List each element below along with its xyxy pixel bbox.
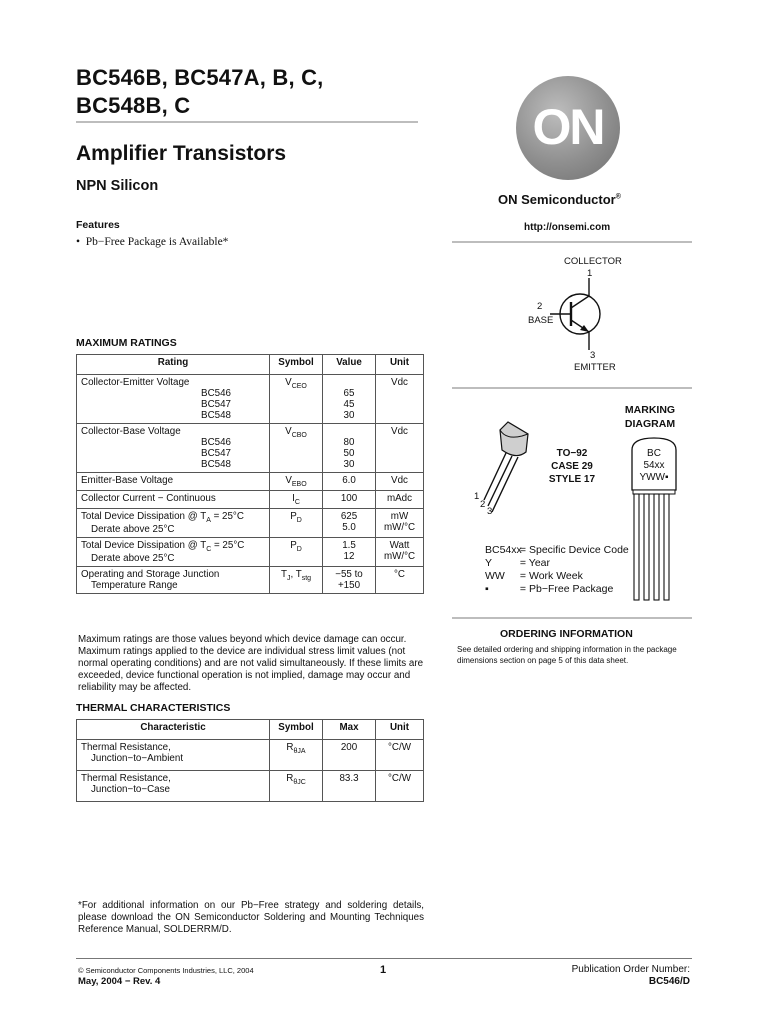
label-sub: A [206, 516, 211, 524]
legend-item [485, 583, 629, 596]
header-characteristic: Characteristic [77, 720, 270, 740]
page-number: 1 [380, 964, 387, 976]
legend-item [485, 557, 629, 570]
symbol: R [286, 742, 294, 753]
rating-cell [77, 566, 270, 593]
brand-name [498, 192, 621, 207]
value-cell: 6.0 [323, 473, 376, 491]
on-logo [516, 76, 620, 180]
symbol-cell [270, 771, 323, 802]
value: 30 [343, 459, 355, 470]
rating-label: Collector-Base Voltage [81, 426, 181, 437]
part-bc546: BC546 [201, 388, 231, 399]
marking-line-1: MARKING [624, 404, 676, 416]
npn-symbol-icon [540, 276, 620, 352]
characteristic-label: Thermal Resistance, [81, 773, 171, 784]
pin-1-label: 1 [474, 491, 480, 502]
feature-item: • Pb−Free Package is Available* [76, 236, 229, 248]
table-row [77, 740, 424, 771]
brand-name-text: ON Semiconductor [498, 192, 616, 207]
symbol-sub: D [296, 545, 302, 553]
value-cell [323, 508, 376, 537]
feature-text: Pb−Free Package is Available* [85, 236, 229, 248]
header-unit: Unit [376, 355, 424, 375]
label-text: Total Device Dissipation @ T [81, 539, 207, 551]
emitter-pin: 3 [590, 350, 596, 361]
rating-label: Emitter-Base Voltage [77, 473, 270, 491]
table-row [77, 771, 424, 802]
symbol: I [292, 492, 295, 504]
revision-date: May, 2004 − Rev. 4 [78, 976, 161, 987]
part-bc548: BC548 [201, 410, 231, 421]
table-header-row [77, 720, 424, 740]
header-symbol: Symbol [270, 720, 323, 740]
max-ratings-table [76, 354, 424, 594]
characteristic-cell [77, 740, 270, 771]
table-row-ic [77, 490, 424, 508]
header-rating: Rating [77, 355, 270, 375]
symbol-sub: CBO [291, 431, 307, 439]
symbol-sub: θJC [293, 778, 306, 786]
label-sub: C [206, 545, 212, 553]
value-cell: 100 [323, 490, 376, 508]
symbol: P [290, 539, 297, 551]
part-bc548: BC548 [201, 459, 231, 470]
value: 80 [343, 437, 355, 448]
value: 65 [343, 388, 355, 399]
symbol: P [290, 510, 297, 522]
unit-cell: Vdc [376, 473, 424, 491]
unit: mW [390, 510, 409, 522]
unit: mW/°C [383, 550, 416, 562]
pin-2-label: 2 [480, 499, 486, 510]
symbol-cell [270, 490, 323, 508]
label-text: = 25°C [211, 539, 245, 551]
symbol-sub: EBO [291, 480, 307, 488]
value: 50 [343, 448, 355, 459]
value: +150 [337, 579, 361, 591]
unit: Watt [389, 539, 410, 551]
marking-line-2: DIAGRAM [624, 418, 676, 430]
unit-cell: mAdc [376, 490, 424, 508]
rating-label: Collector-Emitter Voltage [81, 377, 190, 388]
title-rule [76, 121, 418, 123]
header-unit: Unit [376, 720, 424, 740]
rating-sublabel: Derate above 25°C [91, 523, 175, 535]
characteristic-sublabel: Junction−to−Case [91, 784, 170, 795]
symbol-sub: θJA [293, 747, 306, 755]
value-cell [323, 424, 376, 473]
part-bc547: BC547 [201, 448, 231, 459]
rating-cell [77, 424, 270, 473]
thermal-table [76, 719, 424, 802]
unit-cell [376, 537, 424, 566]
ordering-text [457, 644, 693, 666]
footer-rule [76, 958, 692, 959]
legend-desc: = Pb−Free Package [519, 583, 614, 595]
footnote: *For additional information on our Pb−Free strategy and soldering details, please download the ON Semiconductor Soldering and Mounting Techniques Reference Manual, SOLDERRM/D. [78, 900, 424, 935]
right-rule-2 [452, 387, 692, 389]
rating-label: Collector Current − Continuous [77, 490, 270, 508]
max-ratings-heading: MAXIMUM RATINGS [76, 337, 177, 349]
package-info [540, 447, 604, 486]
value: −55 to [335, 568, 363, 580]
collector-label: COLLECTOR [564, 256, 622, 267]
symbol-sub: C [294, 498, 300, 506]
package-marking-text [628, 448, 680, 484]
thermal-heading: THERMAL CHARACTERISTICS [76, 702, 231, 714]
table-row-temp [77, 566, 424, 593]
registered-mark: ® [615, 193, 621, 201]
marking-diagram-heading [614, 403, 686, 431]
value: 30 [343, 410, 355, 421]
package-to92: TO−92 [556, 448, 588, 459]
header-symbol: Symbol [270, 355, 323, 375]
unit-cell: °C/W [376, 771, 424, 802]
label-text: Total Device Dissipation @ T [81, 510, 207, 522]
legend-desc: = Specific Device Code [519, 544, 629, 556]
characteristic-label: Thermal Resistance, [81, 742, 171, 753]
publication-number: BC546/D [648, 976, 690, 987]
base-label: BASE [528, 315, 554, 326]
symbol-cell [270, 537, 323, 566]
unit-cell: °C [376, 566, 424, 593]
unit-cell: °C/W [376, 740, 424, 771]
publication-label: Publication Order Number: [571, 964, 690, 975]
rating-cell [77, 537, 270, 566]
symbol-sub: D [296, 516, 302, 524]
unit-cell: Vdc [376, 424, 424, 473]
subtitle: Amplifier Transistors [76, 142, 287, 165]
max-cell: 200 [323, 740, 376, 771]
symbol-cell [270, 424, 323, 473]
table-row-vcbo [77, 424, 424, 473]
symbol-cell [270, 740, 323, 771]
ordering-text-2: dimensions section on page 5 of this data sheet. [457, 656, 629, 665]
legend-code: ▪ [485, 583, 489, 595]
value-cell [323, 375, 376, 424]
characteristic-sublabel: Junction−to−Ambient [91, 753, 184, 764]
unit: mW/°C [383, 521, 416, 533]
table-row-pd-ambient [77, 508, 424, 537]
rating-cell [77, 375, 270, 424]
value: 1.5 [342, 539, 356, 551]
legend-item [485, 544, 629, 557]
header-max: Max [323, 720, 376, 740]
device-type: NPN Silicon [76, 178, 159, 194]
website-link[interactable]: http://onsemi.com [524, 222, 611, 233]
package-case: CASE 29 [551, 461, 593, 472]
part-bc547: BC547 [201, 399, 231, 410]
right-rule-1 [452, 241, 692, 243]
symbol-cell [270, 508, 323, 537]
rating-sublabel: Temperature Range [91, 579, 178, 591]
marking-yww: YWW▪ [639, 472, 669, 483]
symbol-sub: stg [301, 574, 312, 582]
copyright: © Semiconductor Components Industries, LLC, 2004 [78, 966, 254, 975]
rating-cell [77, 508, 270, 537]
marking-bc: BC [647, 448, 661, 459]
emitter-label: EMITTER [574, 362, 616, 373]
table-row-pd-case [77, 537, 424, 566]
symbol-sub: J [286, 574, 291, 582]
legend-item [485, 570, 629, 583]
symbol: R [286, 773, 294, 784]
value: 5.0 [342, 521, 356, 533]
package-style: STYLE 17 [548, 474, 596, 485]
label-text: = 25°C [210, 510, 244, 522]
legend-desc: = Year [519, 557, 550, 569]
value: 45 [343, 399, 355, 410]
value: 625 [340, 510, 358, 522]
max-ratings-note: Maximum ratings are those values beyond which device damage can occur. Maximum ratings applied to the device are individual stress limit values (not normal operating conditions) and are not valid simultaneously. If these limits are exceeded, device functional operation is not implied, damage may occur and reliability may be affected. [78, 634, 424, 693]
legend-code: WW [485, 570, 505, 582]
features-heading: Features [76, 219, 120, 231]
header-value: Value [323, 355, 376, 375]
symbol: , T [290, 568, 302, 580]
table-header-row [77, 355, 424, 375]
marking-54xx: 54xx [643, 460, 665, 471]
legend-code: BC54xx [485, 544, 522, 556]
rating-label [81, 540, 265, 553]
value: 12 [343, 550, 355, 562]
marking-legend [485, 544, 629, 596]
legend-desc: = Work Week [519, 570, 583, 582]
document-title [76, 64, 324, 120]
ordering-text-1: See detailed ordering and shipping information in the package [457, 645, 677, 654]
part-bc546: BC546 [201, 437, 231, 448]
ordering-heading: ORDERING INFORMATION [500, 628, 633, 640]
rating-label: Operating and Storage Junction [81, 568, 220, 580]
symbol-sub: CEO [291, 382, 307, 390]
rating-label [81, 511, 265, 524]
characteristic-cell [77, 771, 270, 802]
unit-cell: Vdc [376, 375, 424, 424]
value-cell [323, 537, 376, 566]
legend-code: Y [485, 557, 493, 569]
symbol: T [280, 568, 287, 580]
pin-3-label: 3 [487, 506, 493, 517]
base-pin: 2 [537, 301, 543, 312]
table-row-vceo [77, 375, 424, 424]
symbol-cell [270, 566, 323, 593]
symbol-cell [270, 473, 323, 491]
logo-text: ON [532, 99, 604, 155]
title-line-2: BC548B, C [76, 93, 191, 118]
symbol-cell [270, 375, 323, 424]
title-line-1: BC546B, BC547A, B, C, [76, 65, 324, 90]
collector-pin: 1 [587, 268, 593, 279]
symbol: V [285, 475, 292, 486]
unit-cell [376, 508, 424, 537]
max-cell: 83.3 [323, 771, 376, 802]
table-row-vebo [77, 473, 424, 491]
symbol: V [285, 377, 292, 388]
value-cell [323, 566, 376, 593]
rating-sublabel: Derate above 25°C [91, 552, 175, 564]
right-rule-3 [452, 617, 692, 619]
symbol: V [285, 426, 292, 437]
